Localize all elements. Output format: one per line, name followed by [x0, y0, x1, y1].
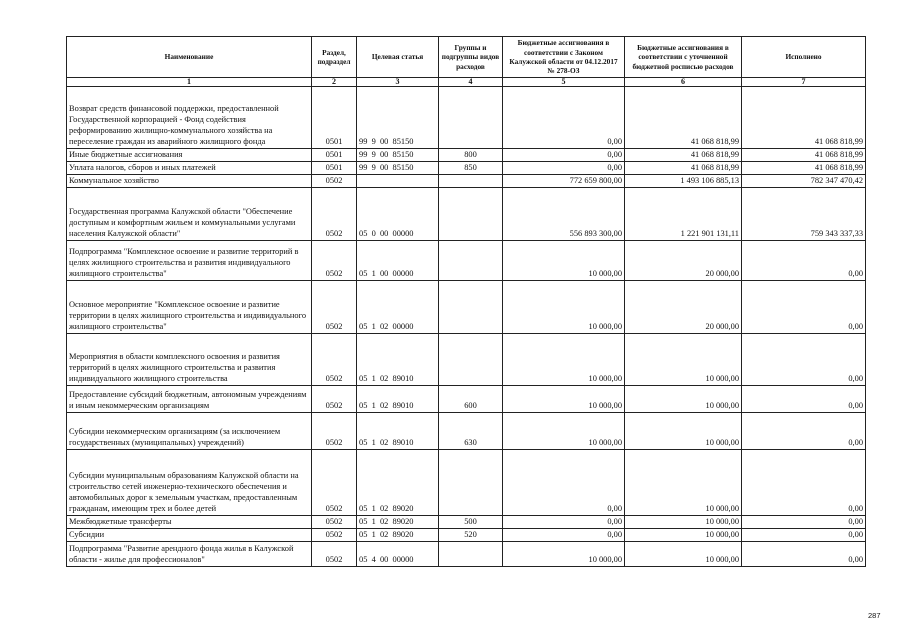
- column-number-row: [67, 78, 866, 87]
- header-law-allocations: Бюджетные ассигнования в соответствии с Законом Калужской области от 04.12.2017 № 278-ОЗ: [503, 37, 625, 78]
- row-razdel: 0502: [312, 516, 357, 529]
- row-target-article: 05 1 00 00000: [357, 241, 439, 281]
- row-name: Предоставление субсидий бюджетным, автономным учреждениям и иным некоммерческим организациям: [67, 386, 312, 413]
- table-row: [67, 149, 866, 162]
- row-law-amount: 0,00: [503, 516, 625, 529]
- row-executed-amount: 759 343 337,33: [742, 188, 866, 241]
- row-refined-amount: 1 493 106 885,13: [625, 175, 742, 188]
- table-row: [67, 162, 866, 175]
- row-law-amount: 0,00: [503, 529, 625, 542]
- row-executed-amount: 0,00: [742, 281, 866, 334]
- table-row: [67, 188, 866, 241]
- table-row: [67, 529, 866, 542]
- row-expense-group: [439, 542, 503, 567]
- row-law-amount: 10 000,00: [503, 413, 625, 450]
- row-executed-amount: 0,00: [742, 516, 866, 529]
- row-name: Субсидии муниципальным образованиям Калужской области на строительство сетей инженерно-технического обеспечения и автомобильных дорог к земельным участкам, предоставленным гражданам, имеющим трех и более детей: [67, 450, 312, 516]
- row-name: Подпрограмма "Комплексное освоение и развитие территорий в целях жилищного строительства и развития индивидуального жилищного строительства": [67, 241, 312, 281]
- row-expense-group: [439, 175, 503, 188]
- header-name: Наименование: [67, 37, 312, 78]
- table-row: [67, 281, 866, 334]
- row-expense-group: 850: [439, 162, 503, 175]
- row-refined-amount: 1 221 901 131,11: [625, 188, 742, 241]
- column-number: 2: [312, 78, 357, 87]
- row-executed-amount: 41 068 818,99: [742, 87, 866, 149]
- column-number: 6: [625, 78, 742, 87]
- row-expense-group: 500: [439, 516, 503, 529]
- row-executed-amount: 0,00: [742, 450, 866, 516]
- row-law-amount: 0,00: [503, 450, 625, 516]
- row-razdel: 0502: [312, 334, 357, 386]
- header-row: [67, 37, 866, 78]
- row-executed-amount: 0,00: [742, 241, 866, 281]
- row-law-amount: 10 000,00: [503, 334, 625, 386]
- table-row: [67, 450, 866, 516]
- row-law-amount: 0,00: [503, 87, 625, 149]
- header-expense-groups: Группы и подгруппы видов расходов: [439, 37, 503, 78]
- row-name: Мероприятия в области комплексного освоения и развития территорий в целях жилищного строительства и развития индивидуального жилищного строительства: [67, 334, 312, 386]
- row-law-amount: 10 000,00: [503, 386, 625, 413]
- table-row: [67, 516, 866, 529]
- row-expense-group: 520: [439, 529, 503, 542]
- row-name: Подпрограмма "Развитие арендного фонда жилья в Калужской области - жилье для профессионалов": [67, 542, 312, 567]
- page-number: 287: [868, 611, 881, 620]
- table-row: [67, 386, 866, 413]
- column-number: 7: [742, 78, 866, 87]
- row-refined-amount: 10 000,00: [625, 529, 742, 542]
- row-name: Субсидии некоммерческим организациям (за исключением государственных (муниципальных) учреждений): [67, 413, 312, 450]
- row-target-article: 05 1 02 89010: [357, 413, 439, 450]
- row-refined-amount: 10 000,00: [625, 334, 742, 386]
- header-razdel: Раздел, подраздел: [312, 37, 357, 78]
- row-razdel: 0501: [312, 162, 357, 175]
- table-row: [67, 241, 866, 281]
- row-target-article: 05 4 00 00000: [357, 542, 439, 567]
- row-target-article: 99 9 00 85150: [357, 87, 439, 149]
- row-razdel: 0502: [312, 241, 357, 281]
- row-target-article: 05 1 02 89010: [357, 386, 439, 413]
- row-executed-amount: 0,00: [742, 334, 866, 386]
- row-razdel: 0502: [312, 450, 357, 516]
- row-name: Возврат средств финансовой поддержки, предоставленной Государственной корпорацией - Фонд содействия реформированию жилищно-коммунального хозяйства на переселение граждан из аварийного жилищного фонда: [67, 87, 312, 149]
- table-row: [67, 87, 866, 149]
- row-expense-group: [439, 450, 503, 516]
- row-target-article: 05 0 00 00000: [357, 188, 439, 241]
- row-razdel: 0502: [312, 281, 357, 334]
- row-target-article: 05 1 02 89020: [357, 529, 439, 542]
- column-number: 4: [439, 78, 503, 87]
- row-name: Уплата налогов, сборов и иных платежей: [67, 162, 312, 175]
- row-expense-group: [439, 87, 503, 149]
- row-name: Межбюджетные трансферты: [67, 516, 312, 529]
- row-executed-amount: 0,00: [742, 542, 866, 567]
- row-razdel: 0502: [312, 542, 357, 567]
- row-razdel: 0502: [312, 175, 357, 188]
- row-refined-amount: 41 068 818,99: [625, 149, 742, 162]
- table-row: [67, 334, 866, 386]
- header-target-article: Целевая статья: [357, 37, 439, 78]
- table-row: [67, 175, 866, 188]
- row-target-article: 05 1 02 89020: [357, 516, 439, 529]
- row-razdel: 0501: [312, 87, 357, 149]
- row-razdel: 0501: [312, 149, 357, 162]
- row-target-article: 05 1 02 89020: [357, 450, 439, 516]
- row-target-article: 05 1 02 89010: [357, 334, 439, 386]
- row-refined-amount: 10 000,00: [625, 542, 742, 567]
- row-refined-amount: 10 000,00: [625, 450, 742, 516]
- row-executed-amount: 0,00: [742, 386, 866, 413]
- row-refined-amount: 20 000,00: [625, 281, 742, 334]
- row-refined-amount: 10 000,00: [625, 386, 742, 413]
- row-razdel: 0502: [312, 529, 357, 542]
- header-refined-allocations: Бюджетные ассигнования в соответствии с уточненной бюджетной росписью расходов: [625, 37, 742, 78]
- row-law-amount: 10 000,00: [503, 241, 625, 281]
- row-name: Государственная программа Калужской области "Обеспечение доступным и комфортным жильем и коммунальными услугами населения Калужской области": [67, 188, 312, 241]
- row-name: Субсидии: [67, 529, 312, 542]
- row-law-amount: 10 000,00: [503, 281, 625, 334]
- row-executed-amount: 0,00: [742, 529, 866, 542]
- row-expense-group: [439, 334, 503, 386]
- row-expense-group: [439, 241, 503, 281]
- table-row: [67, 413, 866, 450]
- row-executed-amount: 782 347 470,42: [742, 175, 866, 188]
- row-expense-group: 600: [439, 386, 503, 413]
- row-law-amount: 556 893 300,00: [503, 188, 625, 241]
- row-name: Коммунальное хозяйство: [67, 175, 312, 188]
- column-number: 3: [357, 78, 439, 87]
- row-expense-group: [439, 281, 503, 334]
- row-refined-amount: 20 000,00: [625, 241, 742, 281]
- row-law-amount: 772 659 800,00: [503, 175, 625, 188]
- row-razdel: 0502: [312, 386, 357, 413]
- row-law-amount: 10 000,00: [503, 542, 625, 567]
- row-target-article: 05 1 02 00000: [357, 281, 439, 334]
- row-target-article: 99 9 00 85150: [357, 162, 439, 175]
- row-refined-amount: 41 068 818,99: [625, 162, 742, 175]
- budget-table: [66, 36, 866, 567]
- row-refined-amount: 10 000,00: [625, 516, 742, 529]
- row-name: Иные бюджетные ассигнования: [67, 149, 312, 162]
- row-law-amount: 0,00: [503, 149, 625, 162]
- row-target-article: 99 9 00 85150: [357, 149, 439, 162]
- row-expense-group: 800: [439, 149, 503, 162]
- row-razdel: 0502: [312, 188, 357, 241]
- row-expense-group: 630: [439, 413, 503, 450]
- row-executed-amount: 41 068 818,99: [742, 149, 866, 162]
- table-row: [67, 542, 866, 567]
- column-number: 5: [503, 78, 625, 87]
- row-refined-amount: 10 000,00: [625, 413, 742, 450]
- row-refined-amount: 41 068 818,99: [625, 87, 742, 149]
- row-executed-amount: 0,00: [742, 413, 866, 450]
- row-expense-group: [439, 188, 503, 241]
- column-number: 1: [67, 78, 312, 87]
- row-target-article: [357, 175, 439, 188]
- header-executed: Исполнено: [742, 37, 866, 78]
- row-name: Основное мероприятие "Комплексное освоение и развитие территории в целях жилищного строительства и индивидуального жилищного строительства": [67, 281, 312, 334]
- row-razdel: 0502: [312, 413, 357, 450]
- row-law-amount: 0,00: [503, 162, 625, 175]
- row-executed-amount: 41 068 818,99: [742, 162, 866, 175]
